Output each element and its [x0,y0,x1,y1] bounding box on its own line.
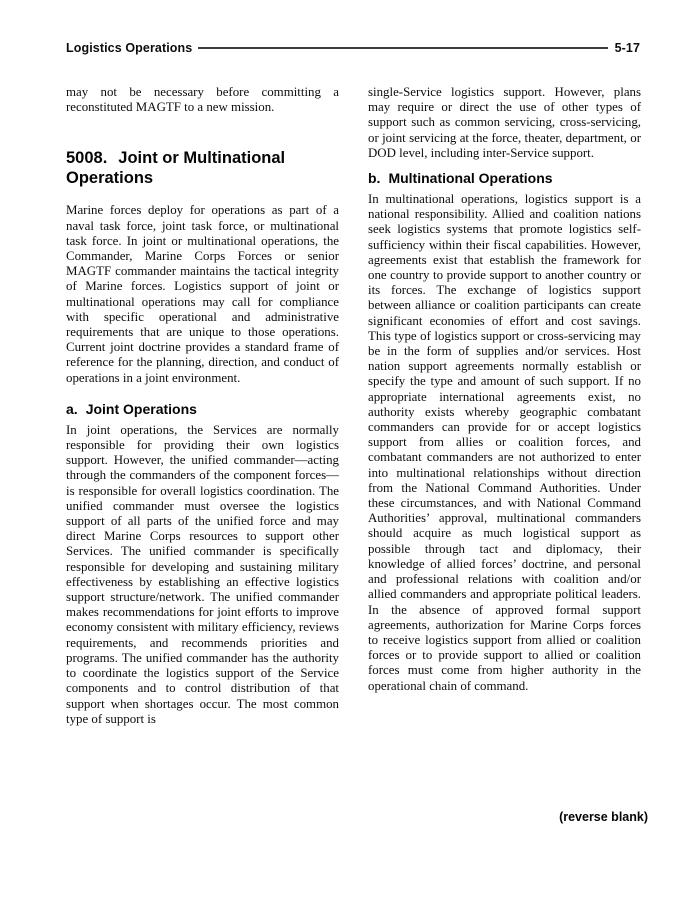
subsection-b-paragraph: In multinational operations, logistics support is a national responsibility. Allied and coalition nations seek logistics systems that promote logistics self-sufficiency within their fiscal capabilities. However, agreements exist that establish the framework for one country to provide support to another country or its forces. The exchange of logistics support between alliance or coalition participants can create significant economies of effort and cost savings. This type of logistics support or cross-servicing may be in the form of supplies and/or services. Host nation support agreements normally establish or specify the type and amount of such support. If no appropriate international agreements exist, no authority exists whereby geographic combatant commanders can provide for or accept logistics support from allies or coalition forces, and combatant commanders are not authorized to enter into multinational relationships without direction from the National Command Authorities. Under these circumstances, and with National Command Authorities’ approval, multinational commanders should acquire as much logistical support as possible through tact and diplomacy, their knowledge of allied forces’ doctrine, and personal and professional relations with coalition and/or allied commanders and appropriate political leaders. In the absence of approved formal support agreements, authorization for Marine Corps forces to receive logistics support from allied or coalition forces or to provide support to allied or coalition forces must come from higher authority in the operational chain of command. [368,192,641,693]
subsection-a-label: a. [66,400,78,417]
subsection-a-title: Joint Operations [85,400,197,417]
section-number: 5008. [66,149,108,168]
page-number: 5-17 [614,41,640,55]
left-column [66,85,339,727]
right-column [368,85,641,727]
subsection-heading-b [368,170,641,187]
section-paragraph: Marine forces deploy for operations as part of a naval task force, joint task force, or multinational task force. In joint or multinational operations, the Commander, Marine Corps Forces or senior MAGTF commander maintains the tactical integrity of Marine forces. Logistics support of joint or multinational operations may call for compliance with specific operational and administrative requirements that are unique to those operations. Current joint doctrine provides a standard frame of reference for the planning, direction, and conduct of operations in a joint environment. [66,203,339,385]
page-header [66,41,640,55]
section-heading-5008 [66,148,339,188]
subsection-a-paragraph: In joint operations, the Services are normally responsible for providing their own logistics support. However, the unified commander—acting through the commanders of the component forces—is responsible for overall logistics coordination. The unified commander must oversee the logistics support of all parts of the unified force and may direct Marine Corps resources to support other Services. The unified commander is specifically responsible for developing and sustaining military effectiveness by establishing an effective logistics support structure/network. The unified commander makes recommendations for joint efforts to improve economy consistent with military efficiency, reviews requirements, and recommends priorities and programs. The unified commander has the authority to coordinate the logistics support of the Service components and to control distribution of that support when shortages occur. The most common type of support is [66,422,339,726]
subsection-heading-a [66,401,339,418]
section-title: Joint or Multinational Operations [66,149,286,188]
continued-paragraph: single-Service logistics support. However, plans may require or direct the use of other types of support such as common servicing, cross-servicing, or joint servicing at the force, theater, department, or DOD level, including inter-Service support. [368,85,641,160]
two-column-body [66,85,641,727]
subsection-b-title: Multinational Operations [388,170,553,187]
reverse-blank-note: (reverse blank) [559,810,648,824]
header-rule [198,47,607,49]
subsection-b-label: b. [368,170,381,187]
intro-paragraph: may not be necessary before committing a reconstituted MAGTF to a new mission. [66,85,339,115]
running-header-title: Logistics Operations [66,41,193,55]
